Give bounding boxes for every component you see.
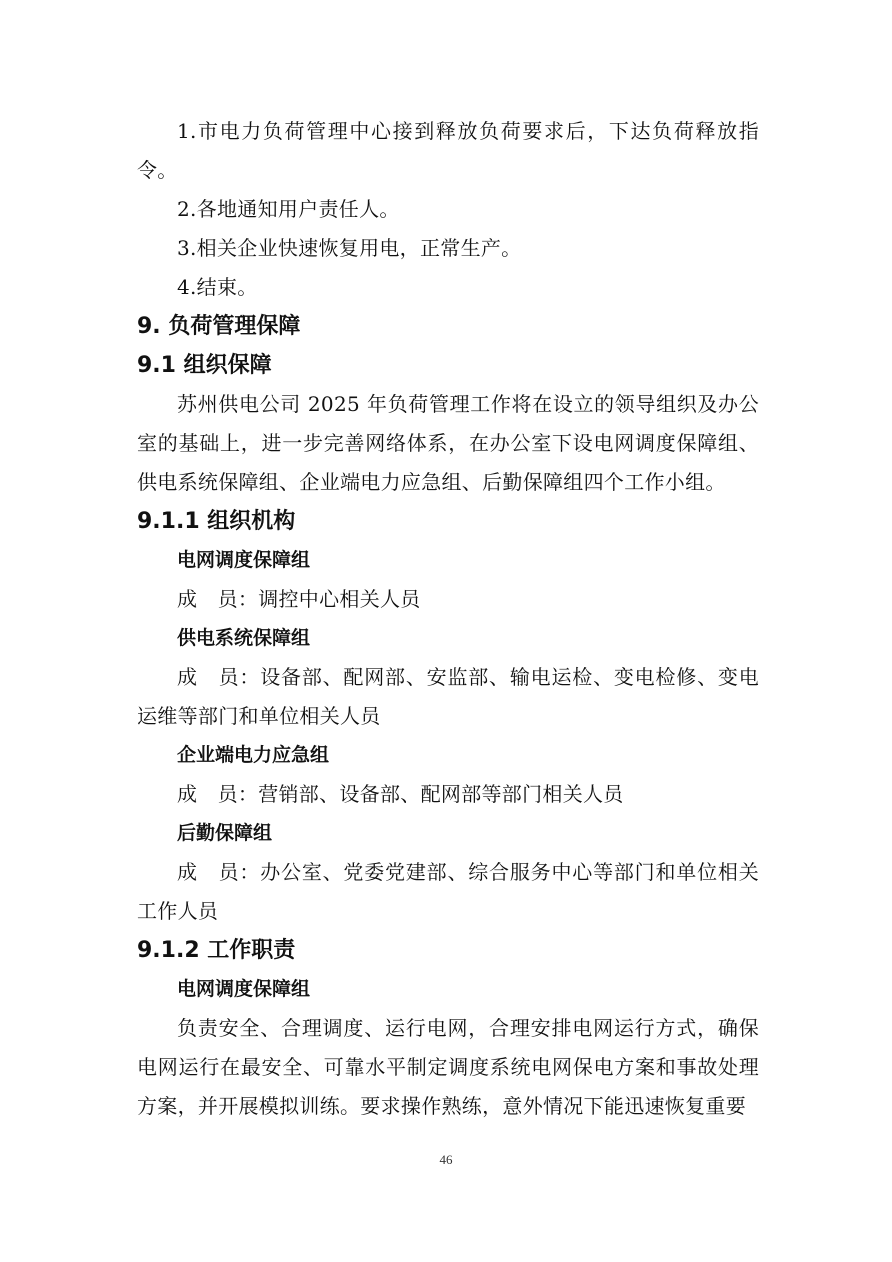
group-members-enterprise-emergency: 成 员：营销部、设备部、配网部等部门相关人员 — [177, 782, 624, 806]
section-9-heading: 9. 负荷管理保障 — [137, 314, 301, 339]
page-number: 46 — [439, 1152, 453, 1167]
step-paragraph-3: 3.相关企业快速恢复用电，正常生产。 — [177, 236, 522, 260]
duty-body: 负责安全、合理调度、运行电网，合理安排电网运行方式，确保电网运行在最安全、可靠水平制定调度系统电网保电方案和事故处理方案，并开展模拟训练。要求操作熟练，意外情况下能迅速恢复重要 — [137, 1016, 759, 1118]
step-paragraph-1: 1.市电力负荷管理中心接到释放负荷要求后，下达负荷释放指令。 — [137, 119, 759, 182]
step-paragraph-2: 2.各地通知用户责任人。 — [177, 197, 400, 221]
step-paragraph-4: 4.结束。 — [177, 275, 258, 299]
group-members-supply-system: 成 员：设备部、配网部、安监部、输电运检、变电检修、变电运维等部门和单位相关人员 — [137, 665, 759, 728]
section-9-1-body: 苏州供电公司 2025 年负荷管理工作将在设立的领导组织及办公室的基础上，进一步完善网络体系，在办公室下设电网调度保障组、供电系统保障组、企业端电力应急组、后勤保障组四个工作小组。 — [137, 392, 759, 494]
section-9-1-heading: 9.1 组织保障 — [137, 353, 272, 378]
group-members-logistics: 成 员：办公室、党委党建部、综合服务中心等部门和单位相关工作人员 — [137, 860, 759, 923]
section-9-1-1-heading: 9.1.1 组织机构 — [137, 509, 296, 534]
section-9-1-2-heading: 9.1.2 工作职责 — [137, 938, 296, 963]
group-name-supply-system: 供电系统保障组 — [177, 627, 311, 649]
group-name-logistics: 后勤保障组 — [177, 822, 273, 844]
group-members-grid-dispatch: 成 员：调控中心相关人员 — [177, 587, 421, 611]
group-name-grid-dispatch: 电网调度保障组 — [177, 549, 311, 571]
page-content — [137, 112, 759, 1126]
duty-group-name: 电网调度保障组 — [177, 978, 311, 1000]
group-name-enterprise-emergency: 企业端电力应急组 — [177, 744, 330, 766]
